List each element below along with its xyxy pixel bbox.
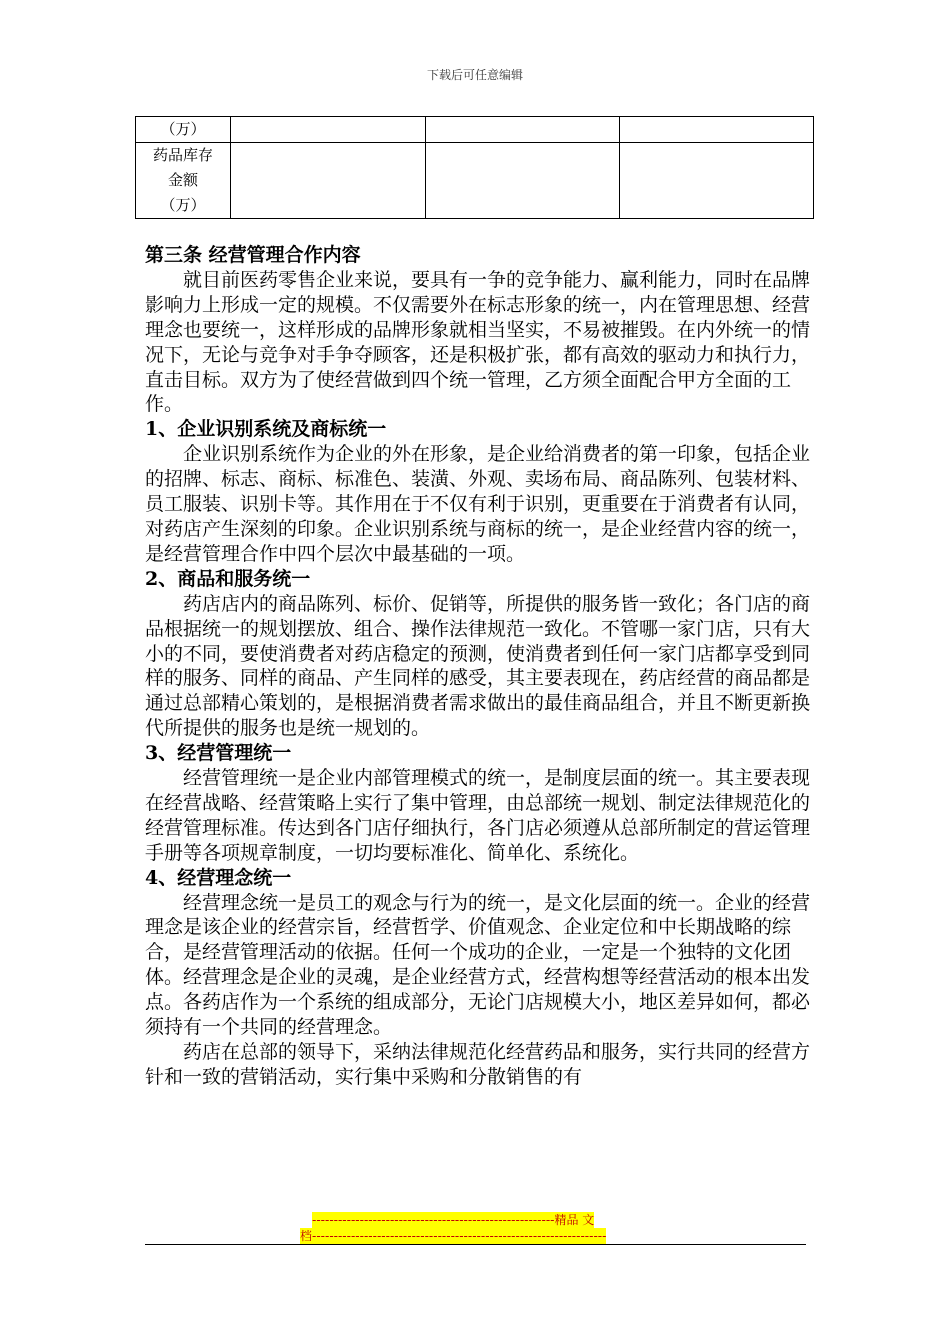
article-body — [145, 243, 815, 1090]
article-heading: 第三条 经营管理合作内容 — [145, 244, 361, 266]
table-cell — [231, 143, 426, 219]
table-row — [136, 117, 814, 143]
table-cell — [620, 117, 814, 143]
table-cell — [231, 117, 426, 143]
footer-divider — [145, 1244, 806, 1245]
cell-line: （万） — [160, 196, 206, 214]
section-1-title: 1、企业识别系统及商标统一 — [145, 418, 387, 441]
cell-line: 药品库存 — [152, 146, 213, 164]
table-cell — [620, 143, 814, 219]
table-row — [136, 143, 814, 219]
page-header: 下载后可任意编辑 — [426, 68, 523, 82]
footer-watermark-line2: 档-------------------------------------------------------------------- — [300, 1229, 607, 1243]
section-4-paragraph: 经营理念统一是员工的观念与行为的统一，是文化层面的统一。企业的经营理念是该企业的经营宗旨，经营哲学、价值观念、企业定位和中长期战略的综合，是经营管理活动的依据。任何一个成功的企业，一定是一个独特的文化团体。经营理念是企业的灵魂，是企业经营方式，经营构想等经营活动的根本出发点。各药店作为一个系统的组成部分，无论门店规模大小，地区差异如何，都必须持有一个共同的经营理念。 — [145, 891, 811, 1039]
table-cell — [426, 143, 620, 219]
table-cell-label — [136, 143, 231, 219]
table-cell-label: （万） — [136, 117, 231, 143]
footer-watermark-line1: --------------------------------------------------------精品 文 — [312, 1213, 595, 1227]
section-1-paragraph: 企业识别系统作为企业的外在形象，是企业给消费者的第一印象，包括企业的招牌、标志、商标、标准色、装潢、外观、卖场布局、商品陈列、包装材料、员工服装、识别卡等。其作用在于不仅有利于识别，更重要在于消费者有认同，对药店产生深刻的印象。企业识别系统与商标的统一，是企业经营内容的统一，是经营管理合作中四个层次中最基础的一项。 — [145, 443, 811, 565]
cell-line: 金额 — [167, 171, 198, 189]
data-table — [135, 116, 814, 219]
closing-paragraph: 药店在总部的领导下，采纳法律规范化经营药品和服务，实行共同的经营方针和一致的营销活动，实行集中采购和分散销售的有 — [145, 1041, 811, 1088]
section-3-title: 3、经营管理统一 — [145, 742, 292, 765]
intro-paragraph: 就目前医药零售企业来说，要具有一争的竞争能力、赢利能力，同时在品牌影响力上形成一定的规模。不仅需要外在标志形象的统一，内在管理思想、经营理念也要统一，这样形成的品牌形象就相当坚实，不易被摧毁。在内外统一的情况下，无论与竞争对手争夺顾客，还是积极扩张，都有高效的驱动力和执行力，直击目标。双方为了使经营做到四个统一管理，乙方须全面配合甲方全面的工作。 — [145, 268, 811, 416]
section-3-paragraph: 经营管理统一是企业内部管理模式的统一，是制度层面的统一。其主要表现在经营战略、经营策略上实行了集中管理，由总部统一规划、制定法律规范化的经营管理标准。传达到各门店仔细执行，各门店必须遵从总部所制定的营运管理手册等各项规章制度，一切均要标准化、简单化、系统化。 — [145, 767, 811, 864]
section-2-paragraph: 药店店内的商品陈列、标价、促销等，所提供的服务皆一致化；各门店的商品根据统一的规划摆放、组合、操作法律规范一致化。不管哪一家门店，只有大小的不同，要使消费者对药店稳定的预测，使消费者到任何一家门店都享受到同样的服务、同样的商品、产生同样的感受，其主要表现在，药店经营的商品都是通过总部精心策划的，是根据消费者需求做出的最佳商品组合，并且不断更新换代所提供的服务也是统一规划的。 — [145, 592, 811, 740]
section-4-title: 4、经营理念统一 — [145, 866, 292, 889]
section-2-title: 2、商品和服务统一 — [145, 567, 311, 590]
table-cell — [426, 117, 620, 143]
